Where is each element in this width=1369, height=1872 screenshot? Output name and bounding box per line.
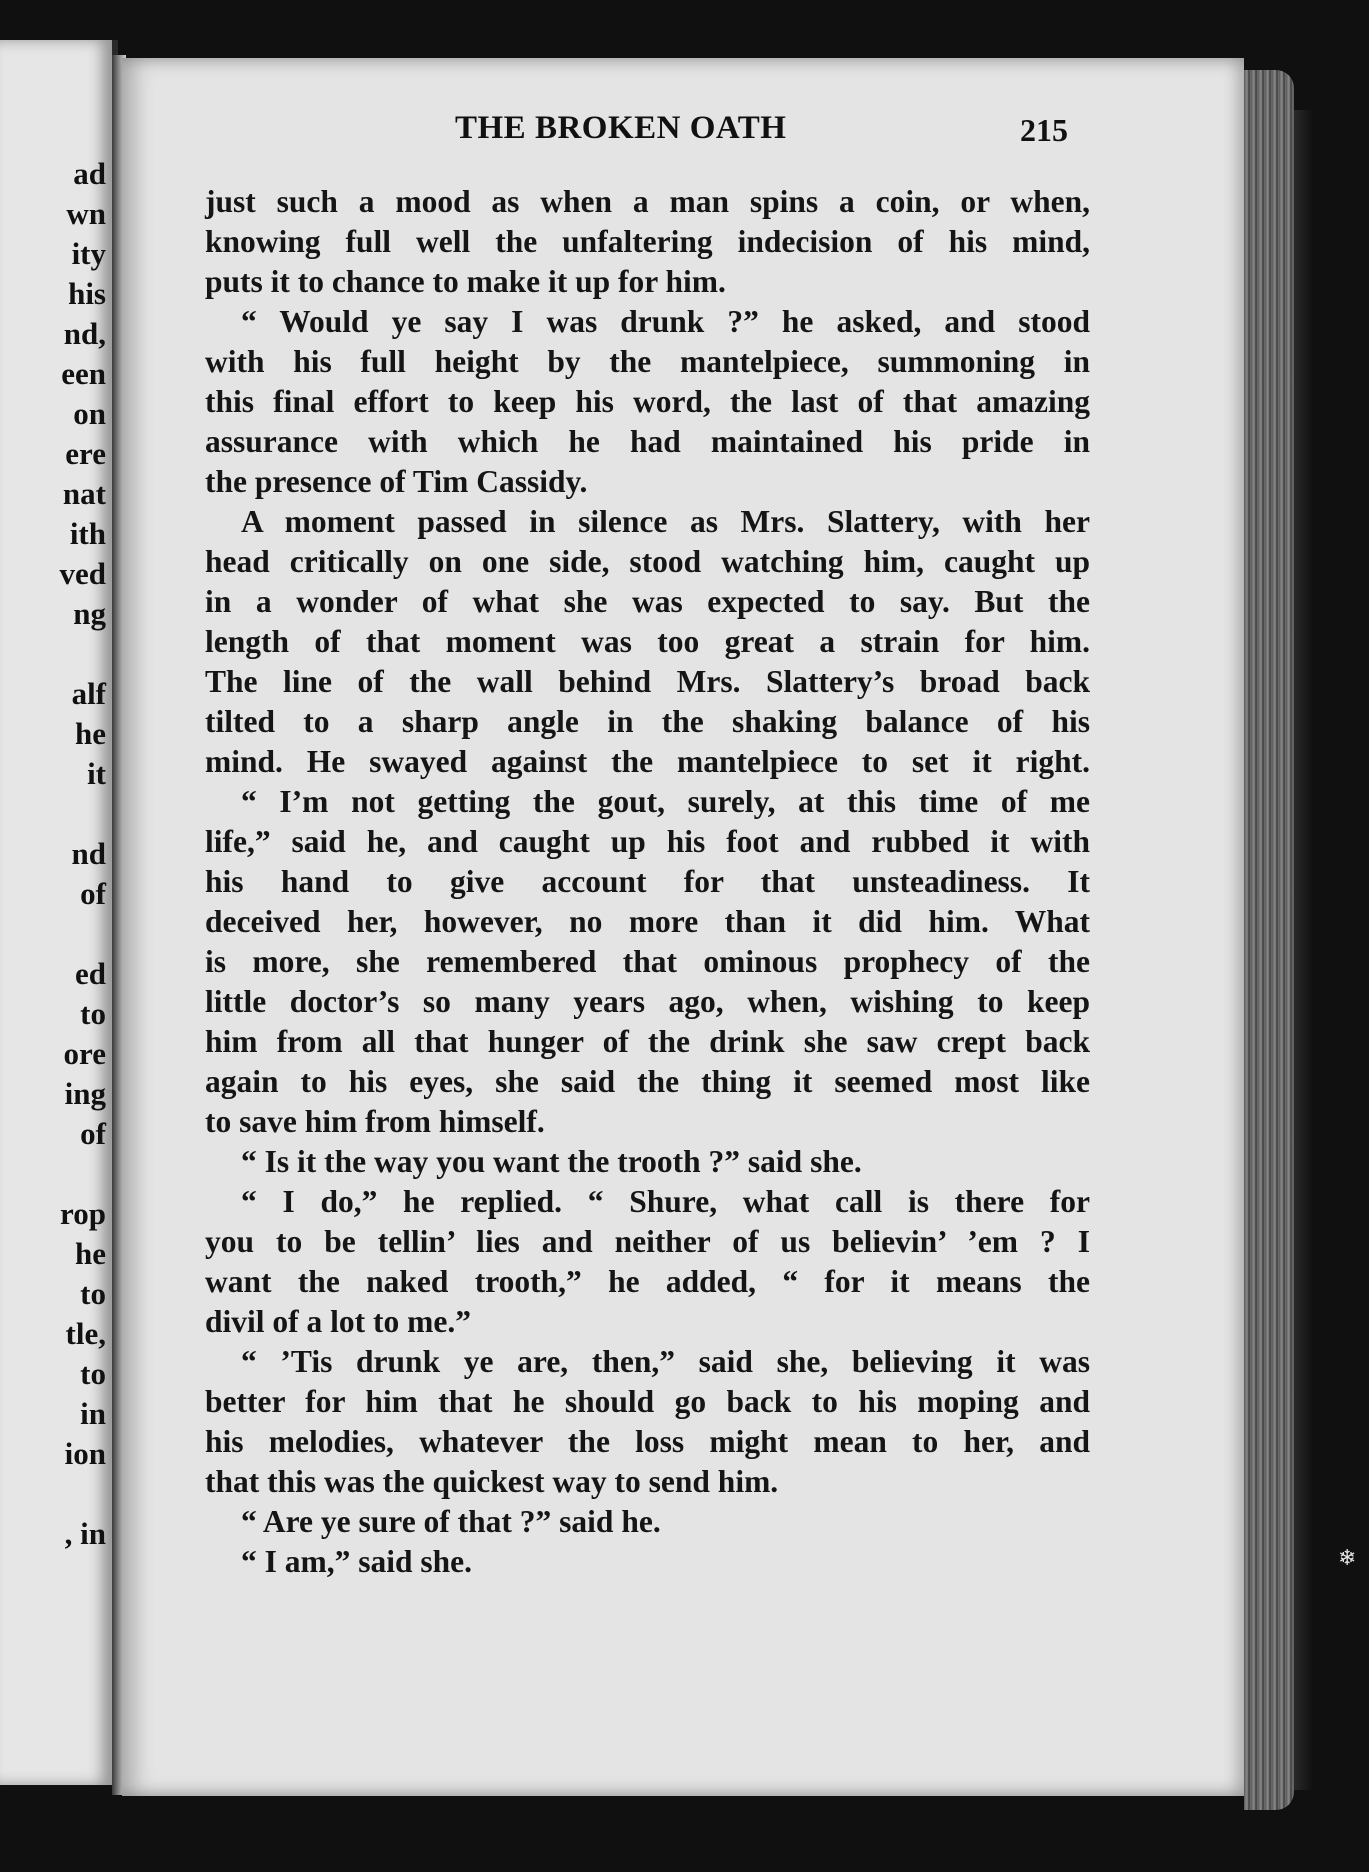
left-page-fragment: of xyxy=(80,876,106,911)
text-line: this final effort to keep his word, the last of that amazing xyxy=(205,384,1090,419)
left-page-fragment: ith xyxy=(69,516,106,551)
page-edges-shadow xyxy=(1294,110,1314,1790)
text-line: A moment passed in silence as Mrs. Slattery, with her xyxy=(241,504,1090,539)
text-line: “ I am,” said she. xyxy=(241,1544,473,1579)
left-page-fragment: he xyxy=(75,1236,106,1271)
text-line: his hand to give account for that unsteadiness. It xyxy=(205,864,1090,899)
left-page-fragment: ved xyxy=(59,556,106,591)
text-line: little doctor’s so many years ago, when, wishing to keep xyxy=(205,984,1090,1019)
text-line: puts it to chance to make it up for him. xyxy=(205,264,726,299)
left-page-fragment: ing xyxy=(64,1076,106,1111)
left-page-fragment: in xyxy=(80,1396,106,1431)
left-page-fragment: ng xyxy=(73,596,106,631)
text-line: the presence of Tim Cassidy. xyxy=(205,464,588,499)
left-page-fragment: ity xyxy=(71,236,106,271)
left-page-fragment: ad xyxy=(73,156,106,191)
left-page-fragment: his xyxy=(68,276,106,311)
text-line: with his full height by the mantelpiece, summoning in xyxy=(205,344,1090,379)
text-line: divil of a lot to me.” xyxy=(205,1304,471,1339)
left-page-fragment: , in xyxy=(64,1516,106,1551)
left-page-fragment: it xyxy=(87,756,106,791)
text-line: mind. He swayed against the mantelpiece to set it right. xyxy=(205,744,1090,779)
left-page-fragment: rop xyxy=(60,1196,106,1231)
left-page-fragment: alf xyxy=(71,676,106,711)
text-line: head critically on one side, stood watching him, caught up xyxy=(205,544,1090,579)
text-line: The line of the wall behind Mrs. Slattery’s broad back xyxy=(205,664,1090,699)
left-page-fragment: nd, xyxy=(63,316,106,351)
left-page-fragment: he xyxy=(75,716,106,751)
running-head xyxy=(0,110,1369,154)
text-line: again to his eyes, she said the thing it seemed most like xyxy=(205,1064,1090,1099)
left-page-fragment: ore xyxy=(63,1036,106,1071)
edge-speck: ❄ xyxy=(1338,1546,1357,1571)
text-line: “ Is it the way you want the trooth ?” said she. xyxy=(241,1144,862,1179)
text-line: “ Would ye say I was drunk ?” he asked, and stood xyxy=(241,304,1090,339)
text-line: is more, she remembered that ominous prophecy of the xyxy=(205,944,1090,979)
left-page-fragment: to xyxy=(80,1356,106,1391)
running-title: THE BROKEN OATH xyxy=(455,110,787,146)
left-page-fragment: nat xyxy=(62,476,106,511)
text-line: better for him that he should go back to his moping and xyxy=(205,1384,1090,1419)
page-number: 215 xyxy=(1020,112,1068,148)
left-page-fragment: ed xyxy=(75,956,106,991)
text-line: “ I’m not getting the gout, surely, at this time of me xyxy=(241,784,1090,819)
text-line: knowing full well the unfaltering indecision of his mind, xyxy=(205,224,1090,259)
left-facing-page xyxy=(0,40,118,1785)
body-text xyxy=(205,182,1090,1582)
text-line: “ I do,” he replied. “ Shure, what call is there for xyxy=(241,1184,1090,1219)
text-line: tilted to a sharp angle in the shaking balance of his xyxy=(205,704,1090,739)
left-page-fragment: wn xyxy=(66,196,106,231)
text-line: just such a mood as when a man spins a coin, or when, xyxy=(205,184,1090,219)
text-line: assurance with which he had maintained his pride in xyxy=(205,424,1090,459)
text-line: him from all that hunger of the drink she saw crept back xyxy=(205,1024,1090,1059)
left-page-fragment: to xyxy=(80,1276,106,1311)
left-page-fragment: nd xyxy=(71,836,106,871)
text-line: you to be tellin’ lies and neither of us believin’ ’em ? I xyxy=(205,1224,1090,1259)
text-line: to save him from himself. xyxy=(205,1104,545,1139)
text-line: “ Are ye sure of that ?” said he. xyxy=(241,1504,661,1539)
page-edges xyxy=(1244,70,1294,1810)
left-page-fragment: een xyxy=(61,356,106,391)
left-page-fragment: ere xyxy=(65,436,106,471)
left-page-fragment: on xyxy=(73,396,106,431)
text-line: deceived her, however, no more than it did him. What xyxy=(205,904,1090,939)
text-line: want the naked trooth,” he added, “ for it means the xyxy=(205,1264,1090,1299)
left-page-fragment: tle, xyxy=(65,1316,106,1351)
text-line: life,” said he, and caught up his foot and rubbed it with xyxy=(205,824,1090,859)
left-page-fragment: ion xyxy=(64,1436,106,1471)
text-line: “ ’Tis drunk ye are, then,” said she, believing it was xyxy=(241,1344,1090,1379)
text-line: that this was the quickest way to send him. xyxy=(205,1464,779,1499)
left-page-fragment: of xyxy=(80,1116,106,1151)
text-line: length of that moment was too great a strain for him. xyxy=(205,624,1090,659)
text-line: in a wonder of what she was expected to say. But the xyxy=(205,584,1090,619)
text-line: his melodies, whatever the loss might mean to her, and xyxy=(205,1424,1090,1459)
left-page-fragment: to xyxy=(80,996,106,1031)
